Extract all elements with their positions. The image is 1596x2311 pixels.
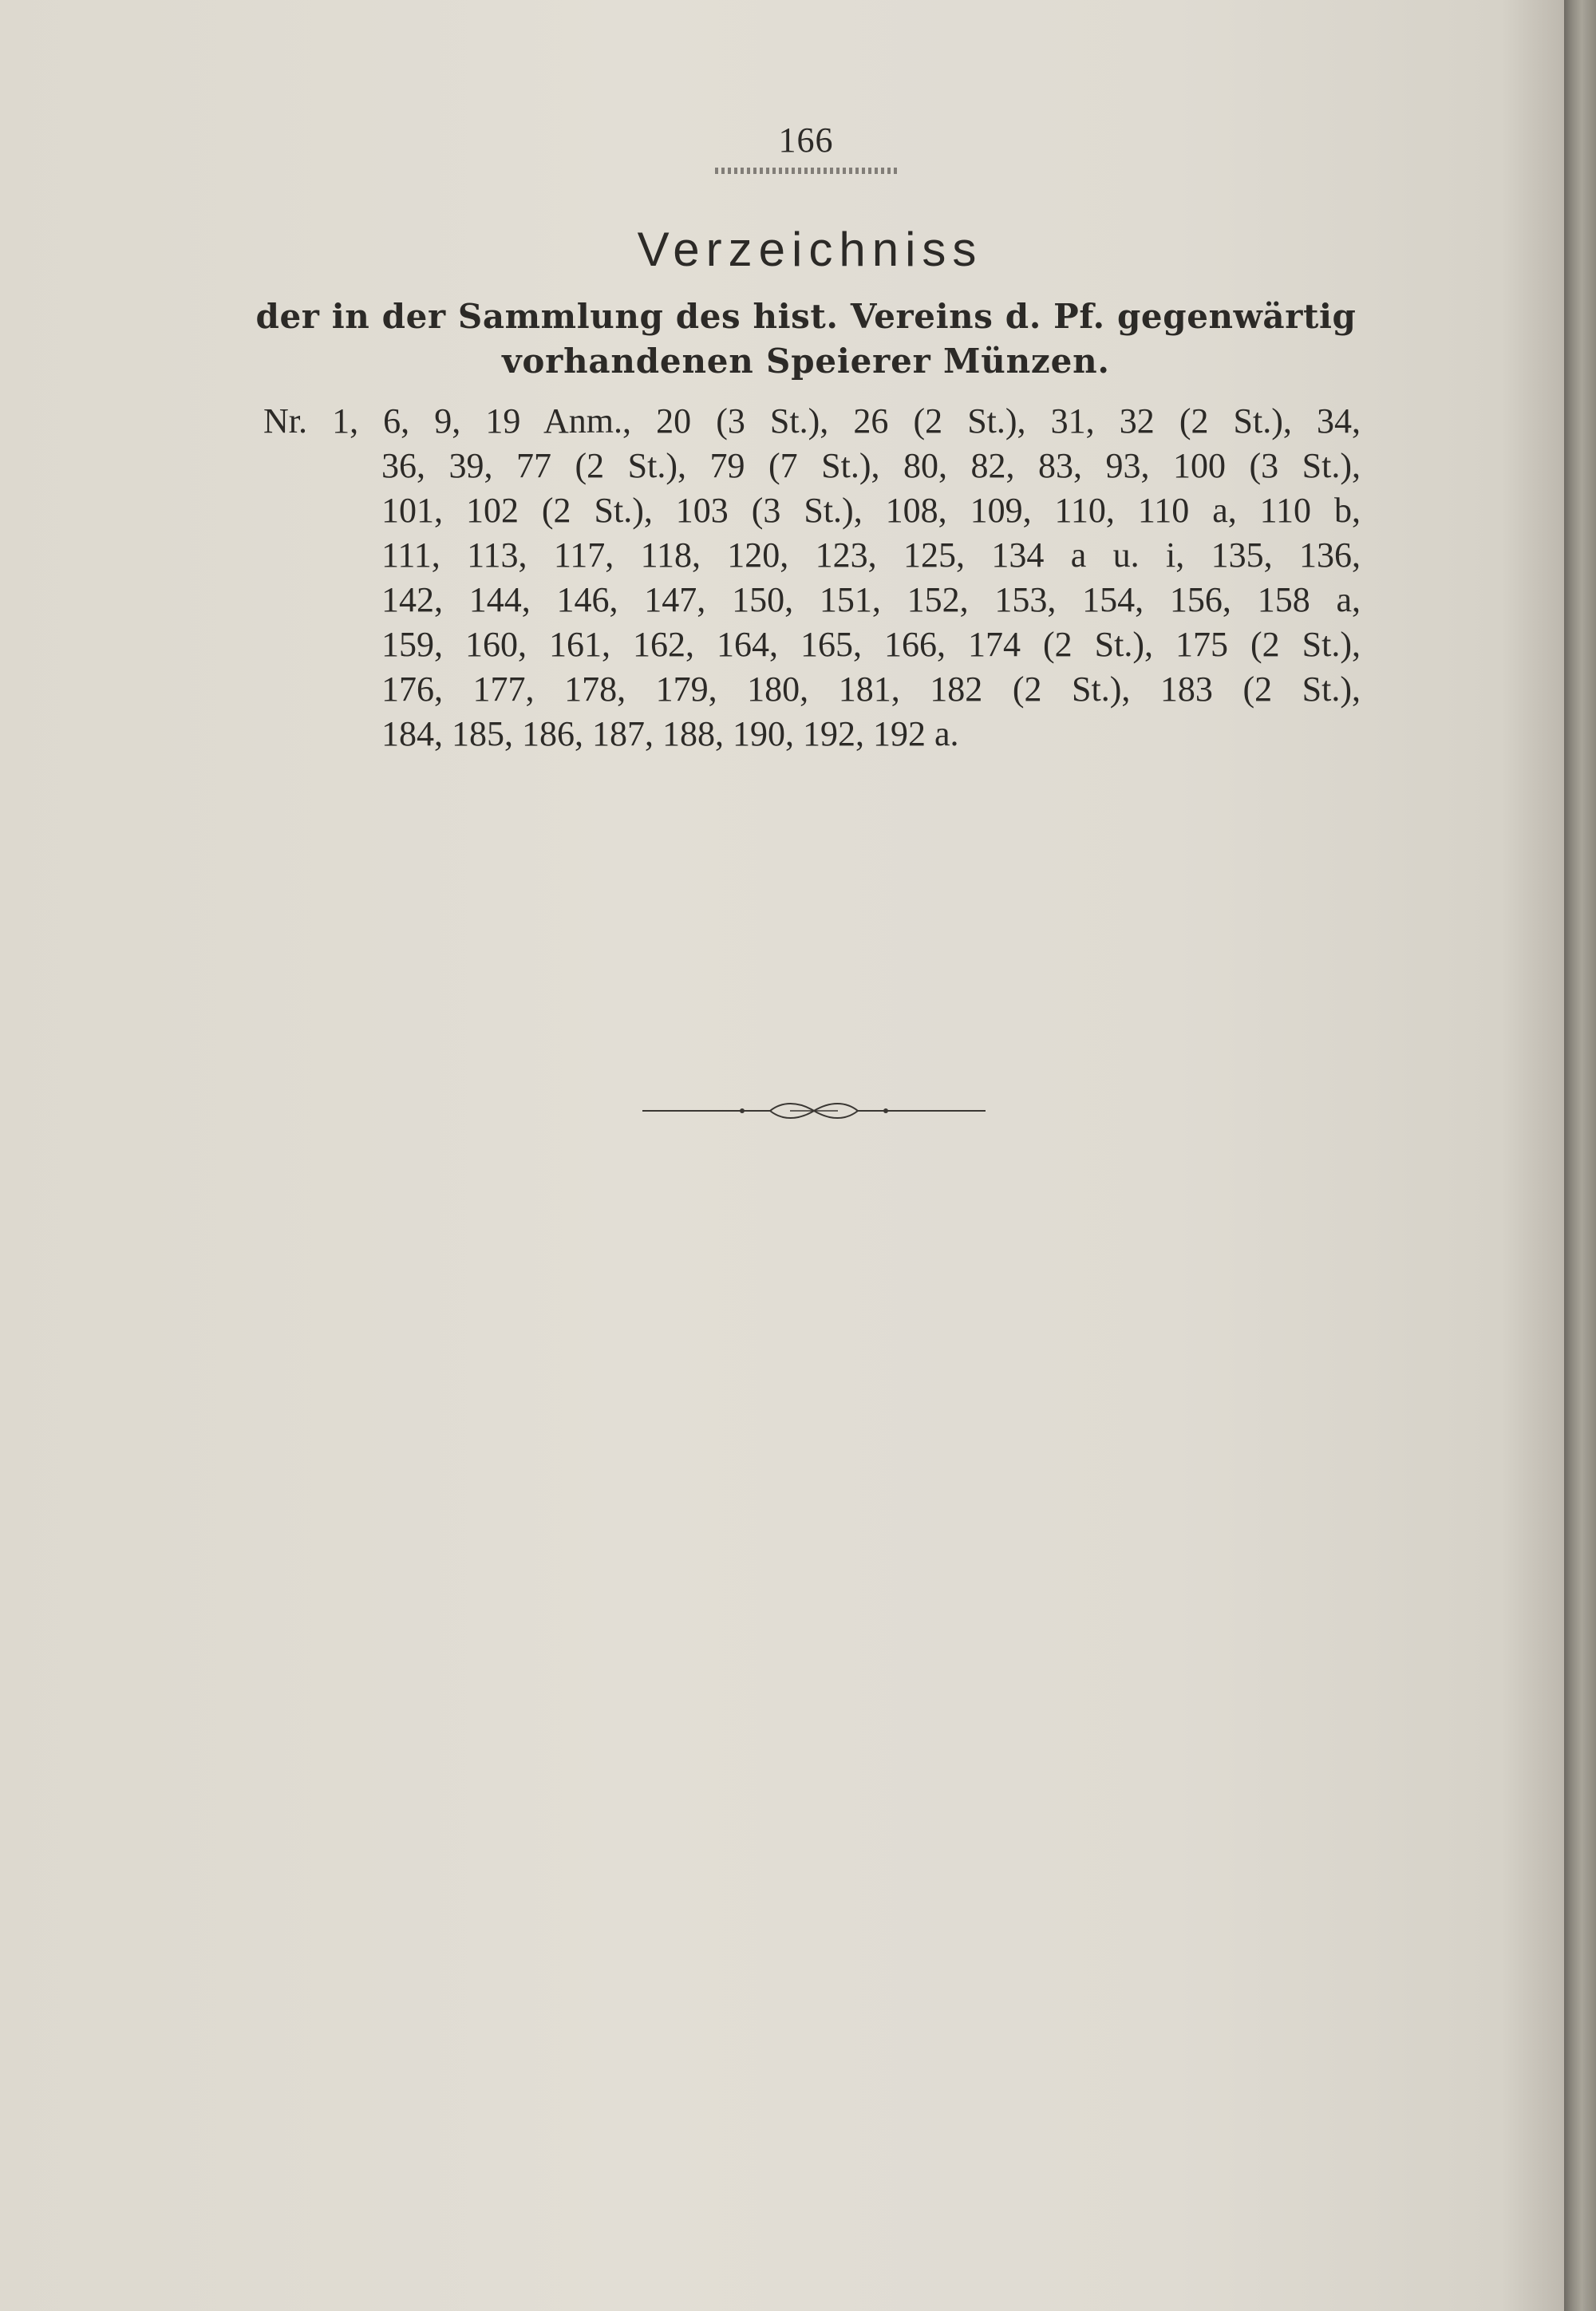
list-line: 159, 160, 161, 162, 164, 165, 166, 174 (2 St.), 175 (2 St.), bbox=[381, 625, 1361, 664]
list-line: 111, 113, 117, 118, 120, 123, 125, 134 a u. i, 135, 136, bbox=[381, 535, 1361, 575]
subtitle-line: vorhandenen Speierer Münzen. bbox=[502, 342, 1110, 381]
ornamental-divider-icon bbox=[642, 1095, 986, 1127]
page-title: Verzeichniss bbox=[637, 223, 983, 276]
subtitle-line: der in der Sammlung des hist. Vereins d. Pf. gegenwärtig bbox=[255, 297, 1357, 336]
list-line: Nr. 1, 6, 9, 19 Anm., 20 (3 St.), 26 (2 St.), 31, 32 (2 St.), 34, bbox=[263, 401, 1361, 440]
list-line: 184, 185, 186, 187, 188, 190, 192, 192 a. bbox=[381, 714, 959, 753]
list-line: 142, 144, 146, 147, 150, 151, 152, 153, 154, 156, 158 a, bbox=[381, 580, 1361, 619]
list-line: 36, 39, 77 (2 St.), 79 (7 St.), 80, 82, 83, 93, 100 (3 St.), bbox=[381, 446, 1361, 485]
list-line: 101, 102 (2 St.), 103 (3 St.), 108, 109, 110, 110 a, 110 b, bbox=[381, 491, 1361, 530]
book-spine-shadow bbox=[1564, 0, 1596, 2311]
list-line: 176, 177, 178, 179, 180, 181, 182 (2 St.), 183 (2 St.), bbox=[381, 670, 1361, 709]
page-number-rule bbox=[715, 168, 897, 174]
page-number: 166 bbox=[778, 120, 834, 160]
